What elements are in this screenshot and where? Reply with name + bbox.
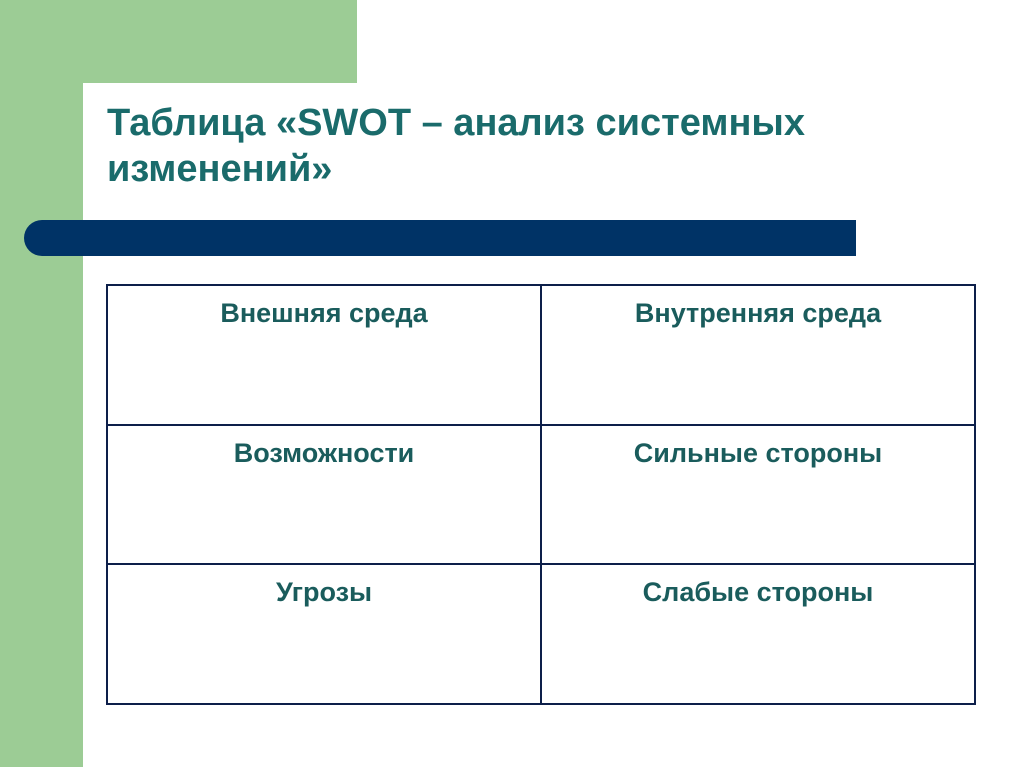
table-row (107, 564, 975, 704)
cell-external-environment: Внешняя среда (107, 285, 541, 425)
decorative-green-strip (0, 0, 83, 767)
cell-strengths: Сильные стороны (541, 425, 975, 565)
cell-internal-environment: Внутренняя среда (541, 285, 975, 425)
title-underline-bar (24, 220, 856, 256)
table-row (107, 425, 975, 565)
cell-opportunities: Возможности (107, 425, 541, 565)
swot-table (106, 284, 976, 705)
cell-weaknesses: Слабые стороны (541, 564, 975, 704)
cell-threats: Угрозы (107, 564, 541, 704)
decorative-green-block (0, 0, 357, 83)
table-row (107, 285, 975, 425)
slide-title: Таблица «SWOT – анализ системных изменений» (107, 102, 805, 190)
